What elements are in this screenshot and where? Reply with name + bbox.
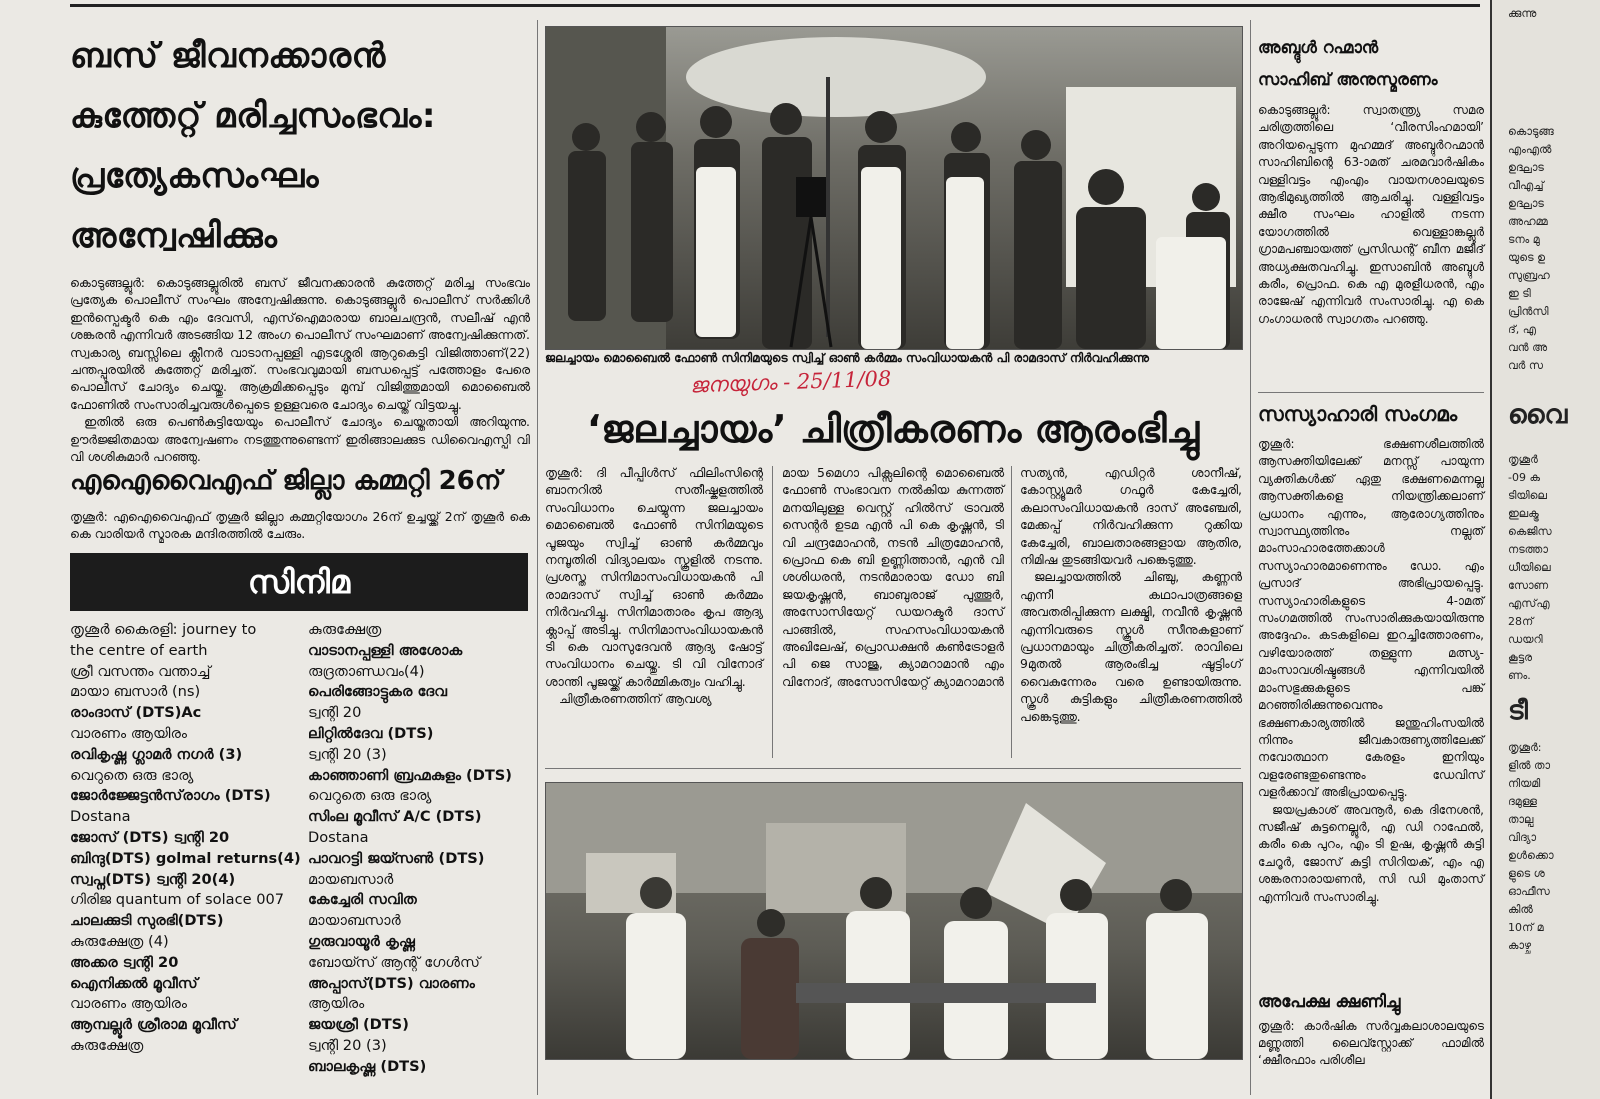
cinema-listing-row: Dostana: [308, 828, 369, 846]
fragment-text: ഓഫീസ: [1508, 885, 1550, 898]
fragment-text: കൂട്ടര: [1508, 651, 1533, 664]
fragment-text: കൊടുങ്ങ: [1508, 125, 1554, 138]
fragment-text: ക്കുന്നു: [1508, 7, 1537, 20]
cinema-listing-row: ബോയ്സ് ആന്റ് ഗേൾസ്: [308, 953, 481, 971]
fragment-text: 10ന് മ: [1508, 921, 1544, 934]
fragment-text: സുബ്രഹ: [1508, 269, 1550, 282]
story-body-paragraph: ഇതിൽ ഒരു പെൺകുട്ടിയേയും പൊലീസ് ചോദ്യം ചെയ്തതായി അറിയുന്നു. ഊർജ്ജിതമായ അന്വേഷണം നടത്തുന്നുണ്ടെന്ന് ഇരിങ്ങാലക്കുട ഡിവൈഎസ്പി വി വി ശശികുമാർ പറഞ്ഞു.: [70, 414, 530, 465]
story-body-paragraph: തൃശൂർ: ഭക്ഷണശീലത്തിൽ ആസക്തിയിലേക്ക് മനസ്സ് പായുന്ന വ്യക്തികൾക്ക് ഏതു ഭക്ഷണമെന്നല്ല ആസക്തികളെ നിയന്ത്രിക്കലാണ് പ്രധാനം എന്നും, ആരോഗ്യത്തിനും സ്വാസ്ഥ്യത്തിനും നല്ലത് മാംസാഹാരത്തേക്കാൾ സസ്യാഹാരമാണെന്നും ഡോ. എം പ്രസാദ് അഭിപ്രായപ്പെട്ടു. സസ്യാഹാരികളുടെ 4-ാമത് സംഗമത്തിൽ സംസാരിക്കുകയായിരുന്നു അദ്ദേഹം. കടകളിലെ ഇറച്ചിത്തോരണം, വഴിയോരത്ത് തള്ളുന്ന മത്സ്യ-മാംസാവശിഷ്ടങ്ങൾ എന്നിവയിൽ മാംസഭുക്കുകളുടെ പങ്ക് മറഞ്ഞിരിക്കുന്നുവെന്നും ഭക്ഷണകാര്യത്തിൽ ജന്തുഹിംസയിൽ നിന്നും ജീവകാരുണ്യത്തിലേക്ക് നവോത്ഥാന കേരളം ഇനിയും വളരേണ്ടതുണ്ടെന്നും ഡേവിസ് വളർക്കാവ് അഭിപ്രായപ്പെട്ടു.: [1258, 437, 1484, 800]
story-headline-line: അബ്ദുൾ റഹ്മാൻ: [1258, 38, 1379, 57]
row-divider: [1258, 392, 1484, 393]
adjacent-page-fragment: [1490, 0, 1600, 1099]
cinema-listing-row: മായബസാർ: [308, 870, 394, 888]
cinema-listing-row: രാംദാസ് (DTS)Ac: [70, 704, 202, 722]
story-jalachayam: [545, 398, 1241, 460]
photo-film-switch-on-ceremony: [545, 26, 1243, 350]
cinema-listing-row: ട്വന്റി 20 (3): [308, 745, 387, 763]
story-body-paragraph: കൊടുങ്ങല്ലൂർ: കൊടുങ്ങല്ലൂരിൽ ബസ് ജീവനക്കാരൻ കുത്തേറ്റ് മരിച്ച സംഭവം പ്രത്യേക പൊലീസ് സംഘം അന്വേഷിക്കുന്നു. കൊടുങ്ങല്ലൂർ പൊലീസ് സർക്കിൾ ഇൻസ്പെക്ടർ കെ എം ദേവസി, എസ്ഐമാരായ ബാലചന്ദ്രൻ, സലീഷ് എൻ ശങ്കരൻ എന്നിവർ അടങ്ങിയ 12 അംഗ പൊലീസ് സംഘമാണ് അന്വേഷിക്കുന്നത്. സ്വകാര്യ ബസ്സിലെ ക്ലീനർ വാടാനപ്പള്ളി എടശ്ശേരി ആറുകെട്ടി വിജിത്താണ്(22) ചന്തപ്പുരയിൽ കുത്തേറ്റ് മരിച്ചത്. സംഭവവുമായി ബന്ധപ്പെട്ട് പത്തോളം പേരെ പൊലീസ് ചോദ്യം ചെയ്തു. ആക്രമിക്കപ്പെടും മുമ്പ് വിജിത്തുമായി മൊബൈൽ ഫോണിൽ സംസാരിച്ചവരുൾപ്പെടെ ഉള്ളവരെ ചോദ്യം ചെയ്ത് വിട്ടയച്ചു.: [70, 275, 530, 412]
cinema-listing-row: പാവറട്ടി ജയ്സൺ (DTS): [308, 849, 485, 867]
cinema-listing-row: രുദ്രതാണ്ഡവം(4): [308, 662, 425, 680]
fragment-text: നടത്താ: [1508, 543, 1548, 556]
story-applications-invited: [1258, 986, 1484, 1069]
cinema-listing-row: കാഞ്ഞാണി ബ്രഹ്മകുളം (DTS): [308, 766, 512, 784]
cinema-listing-row: ജയശ്രീ (DTS): [308, 1016, 409, 1034]
story-body-paragraph: ചിത്രീകരണത്തിന് ആവശ്യ: [559, 691, 712, 707]
fragment-text: ഡയറി: [1508, 633, 1543, 646]
cinema-listing-row: ജോസ് (DTS) ട്വന്റി 20: [70, 828, 230, 846]
fragment-text: ഇ ടി: [1508, 287, 1531, 300]
fragment-text: എസ്എ: [1508, 597, 1550, 610]
cinema-listing-row: ഗുരുവായൂർ കൃഷ്ണ: [308, 932, 415, 950]
fragment-text: -09 ക: [1508, 471, 1540, 484]
story-abdul-rahman-sahib: [1258, 32, 1484, 328]
story-body: തൃശൂർ: എഐവൈഎഫ് തൃശൂർ ജില്ലാ കമ്മറ്റിയോഗം 26ന് ഉച്ചയ്ക്ക് 2ന് തൃശൂർ കെ കെ വാരിയർ സ്മാരക മന്ദിരത്തിൽ ചേരും.: [70, 509, 530, 542]
photo-vegetarian-meeting: [545, 782, 1243, 1060]
story-headline-line: കുത്തേറ്റ് മരിച്ചസംഭവം:: [70, 96, 436, 136]
story-body-paragraph: സത്യൻ, എഡിറ്റർ ശാനീഷ്, കോസ്റ്റ്യൂമർ ഗഫൂർ കേച്ചേരി, കലാസംവിധായകൻ ദാസ് അഞ്ചേരി, മേക്കപ്പ് നിർവഹിക്കുന്ന റുക്കിയ കേച്ചേരി, ബാലതാരങ്ങളായ ആതിര, നിമിഷ തുടങ്ങിയവർ പങ്കെടുത്തു.: [1020, 465, 1242, 568]
cinema-listing-row: ബാലകൃഷ്ണ (DTS): [308, 1057, 427, 1075]
cinema-listing-row: വാരണം ആയിരം: [70, 724, 188, 742]
fragment-text: ധീയിലെ: [1508, 561, 1551, 574]
fragment-text: ടിയിലെ: [1508, 489, 1547, 502]
cinema-listing-row: ചാലക്കുടി സുരഭി(DTS): [70, 912, 224, 930]
cinema-listing-row: ട്വന്റി 20 (3): [308, 1036, 387, 1054]
fragment-text: പ്രിൻസി: [1508, 305, 1549, 318]
fragment-text: 28ന്: [1508, 615, 1534, 628]
fragment-text: ഉദ്ഘാട: [1508, 161, 1544, 174]
fragment-text: വിദ്യാ: [1508, 831, 1537, 844]
row-divider: [545, 768, 1241, 769]
cinema-listing-row: സിംല മൂവീസ് A/C (DTS): [308, 808, 482, 826]
fragment-text: വർ സ: [1508, 359, 1543, 372]
fragment-text: എംഎൽ: [1508, 143, 1552, 156]
fragment-text: ദമുള്ള: [1508, 795, 1537, 808]
cinema-listing-row: അക്കര ട്വന്റി 20: [70, 953, 179, 971]
story-headline: എഐവൈഎഫ് ജില്ലാ കമ്മറ്റി 26ന്: [70, 466, 502, 496]
fragment-text: ളിൽ താ: [1508, 759, 1551, 772]
fragment-text: വൈ: [1508, 400, 1568, 430]
column-divider: [1250, 20, 1251, 1095]
cinema-listing-row: സ്വപ്ന(DTS) ട്വന്റി 20(4): [70, 870, 236, 888]
story-body-paragraph: മായ 5മെഗാ പിക്സലിന്റെ മൊബൈൽ ഫോൺ സംഭാവന നൽകിയ കുന്നത്ത് മനയിലുള്ള വെസ്റ്റ് ഹിൽസ് ട്രാവൽ സെന്റർ ഉടമ എൻ പി കെ കൃഷ്ണൻ, ടി വി ചന്ദ്രമോഹൻ, നടൻ ചിത്രമോഹൻ, പ്രൊഫ കെ ബി ഉണ്ണിത്താൻ, എൻ വി ശശിധരൻ, നടൻമാരായ ഡോ ബി ജയകൃഷ്ണൻ, ബാബുരാജ് പുത്തൂർ, അസോസിയേറ്റ് ഡയറക്ടർ ദാസ് പാങ്ങിൽ, സഹസംവിധായകൻ അഖിലേഷ്, പ്രൊഡക്ഷൻ കൺട്രോളർ പി ജെ സാജു, ക്യാമറാമാൻ എം വിനോദ്, അസോസിയേറ്റ് ക്യാമറാമാൻ: [782, 465, 1004, 689]
cinema-listing-row: ആമ്പല്ലൂർ ശ്രീരാമ മൂവീസ്: [70, 1016, 237, 1034]
fragment-text: കെജിസ: [1508, 525, 1552, 538]
cinema-listing-row: തൃശൂർ കൈരളി: journey to: [70, 621, 257, 638]
fragment-text: വൻ അ: [1508, 341, 1548, 354]
cinema-listing-row: Dostana: [70, 808, 131, 826]
cinema-listing-row: ഗിരിജ quantum of solace 007: [70, 891, 285, 909]
cinema-listing-row: അപ്പാസ്(DTS) വാരണം: [308, 974, 475, 992]
fragment-text: ടനം മു: [1508, 233, 1540, 246]
cinema-listing-row: ഐനിക്കൽ മൂവീസ്: [70, 974, 198, 992]
story-headline: അപേക്ഷ ക്ഷണിച്ചു: [1258, 992, 1401, 1012]
cinema-listing-row: കേച്ചേരി സവിത: [308, 891, 417, 909]
fragment-text: വീഎച്ച്: [1508, 179, 1544, 192]
fragment-text: ളുടെ ശ: [1508, 867, 1545, 880]
fragment-text: കാഴ്ച: [1508, 939, 1532, 952]
cinema-listing-row: കുരുക്ഷേത്ര: [70, 1036, 144, 1054]
cinema-listing-row: the centre of earth: [70, 641, 208, 659]
story-body-paragraph: തൃശൂർ: ദി പീപ്പിൾസ് ഫിലിംസിന്റെ ബാനറിൽ സതീഷ്കളത്തിൽ സംവിധാനം ചെയ്യുന്ന ജലച്ചായം മൊബൈൽ ഫോൺ സിനിമയുടെ പൂജയും സ്വിച്ച് ഓൺ കർമ്മവും നമ്പൂതിരി വിദ്യാലയം സ്കൂളിൽ നടന്നു. പ്രശസ്ത സിനിമാസംവിധായകൻ പി രാമദാസ് സ്വിച്ച് ഓൺ കർമ്മം നിർവഹിച്ചു. സിനിമാതാരം കൃപ ആദ്യ ക്ലാപ്പ് അടിച്ചു. സിനിമാസംവിധായകൻ ടി കെ വാസുദേവൻ ആദ്യ ഷോട്ട് സംവിധാനം ചെയ്തു. ടി വി വിനോദ് ശാന്തി പൂജയ്ക്ക് കാർമ്മികത്വം വഹിച്ചു.: [545, 465, 763, 689]
cinema-listing-row: മായാബസാർ: [308, 912, 401, 930]
fragment-text: ദ്, എ: [1508, 323, 1537, 336]
story-aiyf-meeting: [70, 460, 530, 543]
story-bus-employee: [70, 26, 530, 465]
fragment-text: കിൽ: [1508, 903, 1533, 916]
fragment-text: ഇലക്ട്ര: [1508, 507, 1539, 520]
story-headline-line: പ്രത്യേകസംഘം അന്വേഷിക്കും: [70, 156, 319, 256]
story-body-paragraph: ജയപ്രകാശ് അവനൂർ, കെ ദിനേശൻ, സജീഷ് കുട്ടനെല്ലൂർ, എ ഡി റാഫേൽ, കരീം കെ പുറം, എം ടി ഉഷ, കൃഷ്ണൻ കുട്ടി ചേറൂർ, ജോസ് കുട്ടി സിറിയക്, എം എ ശങ്കരനാരായണൻ, സി ഡി മുംതാസ് എന്നിവർ സംസാരിച്ചു.: [1258, 802, 1484, 904]
fragment-text: ഉൾക്കൊ: [1508, 849, 1554, 862]
cinema-listing-row: കുരുക്ഷേത്ര (4): [70, 932, 169, 950]
cinema-listing-row: വെറുതെ ഒരു ഭാര്യ: [70, 766, 194, 784]
cinema-listing-row: പെരിങ്ങോട്ടുകര ദേവ: [308, 683, 448, 701]
fragment-text: തൃശൂർ: [1508, 453, 1538, 466]
page-top-rule: [70, 4, 1480, 7]
column-divider: [1011, 466, 1012, 758]
cinema-listing-row: ബിന്ദു(DTS) golmal returns(4): [70, 849, 301, 867]
cinema-listing-row: ജോർജ്ജേട്ടൻസ്‌രാഗം (DTS): [70, 787, 271, 805]
caption-text: ജലച്ചായം മൊബൈൽ ഫോൺ സിനിമയുടെ സ്വിച്ച് ഓൺ കർമ്മം സംവിധായകൻ പി രാമദാസ് നിർവഹിക്കുന്നു: [545, 351, 1149, 365]
fragment-text: താല്പ: [1508, 813, 1534, 826]
fragment-text: യുടെ ഉ: [1508, 251, 1545, 264]
photo-caption: [545, 350, 1185, 367]
cinema-listing-row: ലിറ്റിൽദേവ (DTS): [308, 724, 434, 742]
cinema-listing-row: വെറുതെ ഒരു ഭാര്യ: [308, 787, 432, 805]
story-headline: സസ്യാഹാരി സംഗമം: [1258, 402, 1458, 426]
fragment-text: ഉദ്ഘാട: [1508, 197, 1544, 210]
cinema-listing-column-right: [308, 620, 530, 1078]
cinema-listing-row: ആയിരം: [308, 995, 365, 1013]
cinema-listing-row: വാരണം ആയിരം: [70, 995, 188, 1013]
cinema-listing-row: കുരുക്ഷേത്ര: [308, 621, 382, 638]
fragment-text: നിയമി: [1508, 777, 1541, 790]
story-jalachayam-column-2: [782, 464, 1004, 690]
story-jalachayam-column-1: [545, 464, 763, 708]
story-vegetarian-meet: [1258, 396, 1484, 906]
fragment-text: അഹമ്മ: [1508, 215, 1548, 228]
cinema-listing-row: ട്വന്റി 20: [308, 704, 362, 722]
fragment-text: സോണ: [1508, 579, 1549, 592]
story-headline: ‘ജലച്ചായം’ ചിത്രീകരണം ആരംഭിച്ചു: [586, 407, 1200, 451]
story-body: കൊടുങ്ങല്ലൂർ: സ്വാതന്ത്ര്യ സമര ചരിത്രത്തിലെ ‘വീരസിംഹമായി’ അറിയപ്പെടുന്ന മുഹമ്മദ് അബ്ദുർറഹ്മാൻ സാഹിബിന്റെ 63-ാമത് ചരമവാർഷികം വള്ളിവട്ടം എംഎം വായനശാലയുടെ ആഭിമുഖ്യത്തിൽ ആചരിച്ചു. വള്ളിവട്ടം ക്ഷീര സംഘം ഹാളിൽ നടന്ന യോഗത്തിൽ വെള്ളാങ്കല്ലൂർ ഗ്രാമപഞ്ചായത്ത് പ്രസിഡന്റ് ബീന മജീദ് അധ്യക്ഷതവഹിച്ചു. ഇസാബിൻ അബ്ദുൾ കരീം, പ്രൊഫ. കെ എ മുരളീധരൻ, എം രാജേഷ് എന്നിവർ സംസാരിച്ചു. എ കെ ഗംഗാധരൻ സ്വാഗതം പറഞ്ഞു.: [1258, 103, 1484, 326]
story-headline-line: സാഹിബ് അനുസ്മരണം: [1258, 70, 1438, 89]
story-jalachayam-column-3: [1020, 464, 1242, 725]
story-body: തൃശൂർ: കാർഷിക സർവ്വകലാശാലയുടെ മണ്ണുത്തി ലൈവ്സ്റ്റോക്ക് ഫാമിൽ ‘ക്ഷീരഫാം പരിശീല: [1258, 1019, 1484, 1067]
cinema-section-heading: സിനിമ: [70, 553, 528, 611]
story-body-paragraph: ജലച്ചായത്തിൽ ചിഞ്ചു, കണ്ണൻ എന്നീ കഥാപാത്രങ്ങളെ അവതരിപ്പിക്കുന്ന ലക്ഷ്മി, നവീൻ കൃഷ്ണൻ എന്നിവരുടെ സ്കൂൾ സീനുകളാണ് പ്രധാനമായും ചിത്രീകരിച്ചത്. രാവിലെ 9മുതൽ ആരംഭിച്ച ഷൂട്ടിംഗ് വൈകുന്നേരം വരെ ഉണ്ടായിരുന്നു. സ്കൂൾ കുട്ടികളും ചിത്രീകരണത്തിൽ പങ്കെടുത്തു.: [1020, 569, 1242, 724]
story-headline-line: ബസ് ജീവനക്കാരൻ: [70, 36, 386, 76]
cinema-listing-row: വാടാനപ്പള്ളി അശോക: [308, 641, 463, 659]
column-divider: [772, 466, 773, 758]
cinema-listing-column-left: [70, 620, 301, 1057]
column-divider: [537, 20, 538, 1095]
cinema-listing-row: മായാ ബസാർ (ns): [70, 683, 201, 701]
fragment-text: ടീ: [1508, 696, 1528, 726]
stage-photo-illustration: [546, 783, 1242, 1059]
crowd-photo-illustration: [546, 27, 1242, 349]
handwritten-date-annotation: ജനയുഗം - 25/11/08: [689, 366, 892, 398]
cinema-listing-row: രവികൃഷ്ണ ഗ്ലാമർ നഗർ (3): [70, 745, 243, 763]
fragment-text: തൃശൂർ:: [1508, 741, 1542, 754]
cinema-listing-row: ശ്രീ വസന്തം വന്താച്ച്: [70, 662, 211, 680]
fragment-text: ണം.: [1508, 669, 1531, 682]
